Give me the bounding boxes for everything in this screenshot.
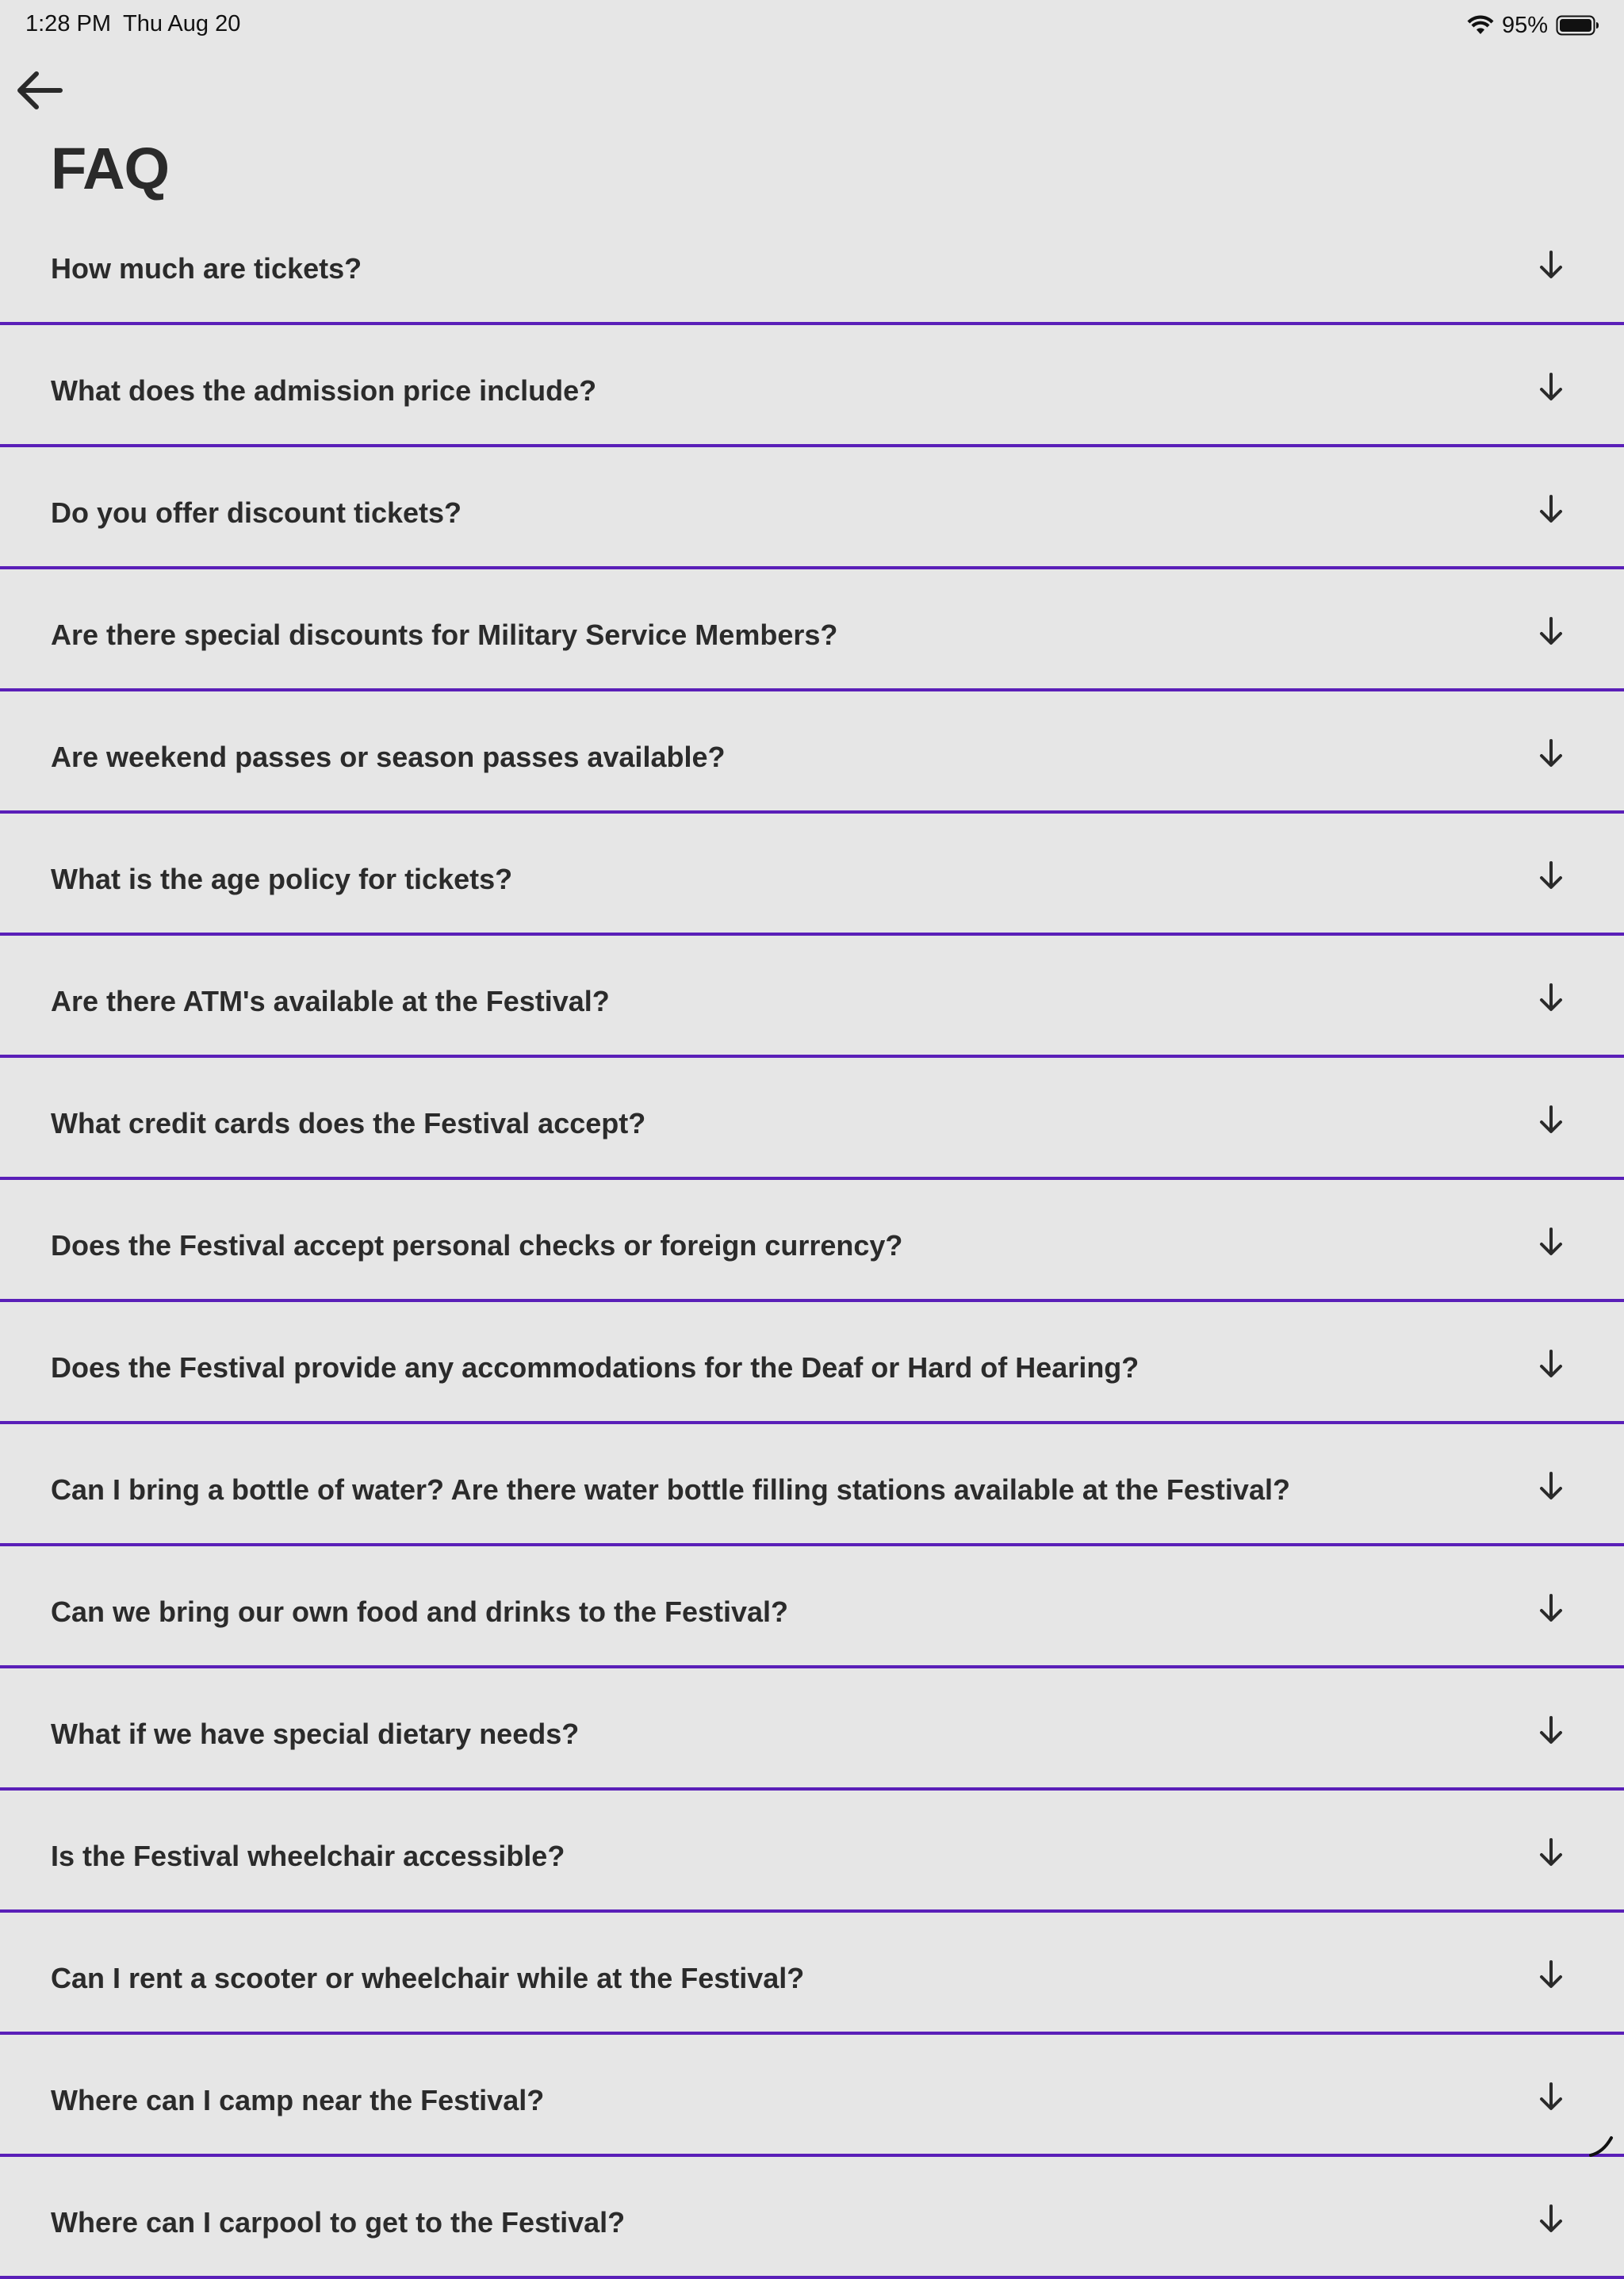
status-bar (0, 0, 1624, 48)
arrow-down-icon[interactable] (1535, 1837, 1567, 1868)
faq-question: What is the age policy for tickets? (51, 863, 513, 895)
faq-question: Does the Festival accept personal checks or foreign currency? (51, 1229, 903, 1262)
faq-item[interactable] (0, 936, 1624, 1055)
status-time: 1:28 PM (25, 11, 111, 36)
arrow-down-icon[interactable] (1535, 1592, 1567, 1624)
faq-item[interactable] (0, 447, 1624, 566)
faq-item[interactable] (0, 1058, 1624, 1177)
faq-item[interactable] (0, 1668, 1624, 1787)
faq-question: Where can I carpool to get to the Festival? (51, 2206, 626, 2239)
faq-question: What does the admission price include? (51, 374, 597, 407)
arrow-down-icon[interactable] (1535, 1104, 1567, 1136)
faq-question: Does the Festival provide any accommodations for the Deaf or Hard of Hearing? (51, 1351, 1139, 1384)
arrow-down-icon[interactable] (1535, 860, 1567, 891)
arrow-down-icon[interactable] (1535, 2203, 1567, 2235)
faq-item[interactable] (0, 814, 1624, 933)
faq-question: How much are tickets? (51, 252, 362, 285)
arrow-down-icon[interactable] (1535, 615, 1567, 647)
faq-list (0, 203, 1624, 2279)
faq-item[interactable] (0, 1791, 1624, 1909)
faq-question: What if we have special dietary needs? (51, 1718, 580, 1750)
arrow-down-icon[interactable] (1535, 1959, 1567, 1990)
faq-item[interactable] (0, 325, 1624, 444)
faq-question: What credit cards does the Festival accept? (51, 1107, 646, 1140)
faq-item[interactable] (0, 203, 1624, 322)
faq-question: Are there ATM's available at the Festival? (51, 985, 610, 1017)
page-title: FAQ (51, 136, 170, 201)
battery-percentage: 95% (1501, 12, 1548, 38)
faq-item[interactable] (0, 2157, 1624, 2276)
arrow-down-icon[interactable] (1535, 249, 1567, 281)
faq-question: Can I rent a scooter or wheelchair while at the Festival? (51, 1962, 805, 1994)
arrow-down-icon[interactable] (1535, 1348, 1567, 1380)
faq-question: Is the Festival wheelchair accessible? (51, 1840, 565, 1872)
arrow-down-icon[interactable] (1535, 1714, 1567, 1746)
faq-question: Where can I camp near the Festival? (51, 2084, 545, 2116)
faq-item[interactable] (0, 691, 1624, 810)
faq-item[interactable] (0, 1180, 1624, 1299)
arrow-down-icon[interactable] (1535, 493, 1567, 525)
faq-item[interactable] (0, 1302, 1624, 1421)
arrow-down-icon[interactable] (1535, 371, 1567, 403)
faq-question: Are there special discounts for Military Service Members? (51, 619, 838, 651)
arrow-down-icon[interactable] (1535, 2081, 1567, 2112)
faq-item[interactable] (0, 569, 1624, 688)
faq-item[interactable] (0, 1424, 1624, 1543)
faq-question: Can I bring a bottle of water? Are there water bottle filling stations available at the Festival? (51, 1473, 1290, 1506)
faq-question: Are weekend passes or season passes available? (51, 741, 726, 773)
faq-divider (0, 2276, 1624, 2279)
status-indicators (1467, 10, 1600, 41)
status-date: Thu Aug 20 (123, 11, 241, 36)
arrow-down-icon[interactable] (1535, 1470, 1567, 1502)
back-button[interactable] (11, 68, 67, 116)
faq-question: Do you offer discount tickets? (51, 496, 462, 529)
arrow-left-icon (14, 70, 63, 115)
faq-question: Can we bring our own food and drinks to the Festival? (51, 1595, 789, 1628)
arrow-down-icon[interactable] (1535, 1226, 1567, 1258)
faq-item[interactable] (0, 1546, 1624, 1665)
battery-icon (1556, 14, 1600, 36)
loading-spinner (1586, 2128, 1618, 2160)
wifi-icon (1467, 15, 1494, 36)
arrow-down-icon[interactable] (1535, 982, 1567, 1013)
faq-item[interactable] (0, 1913, 1624, 2032)
arrow-down-icon[interactable] (1535, 737, 1567, 769)
faq-item[interactable] (0, 2035, 1624, 2154)
